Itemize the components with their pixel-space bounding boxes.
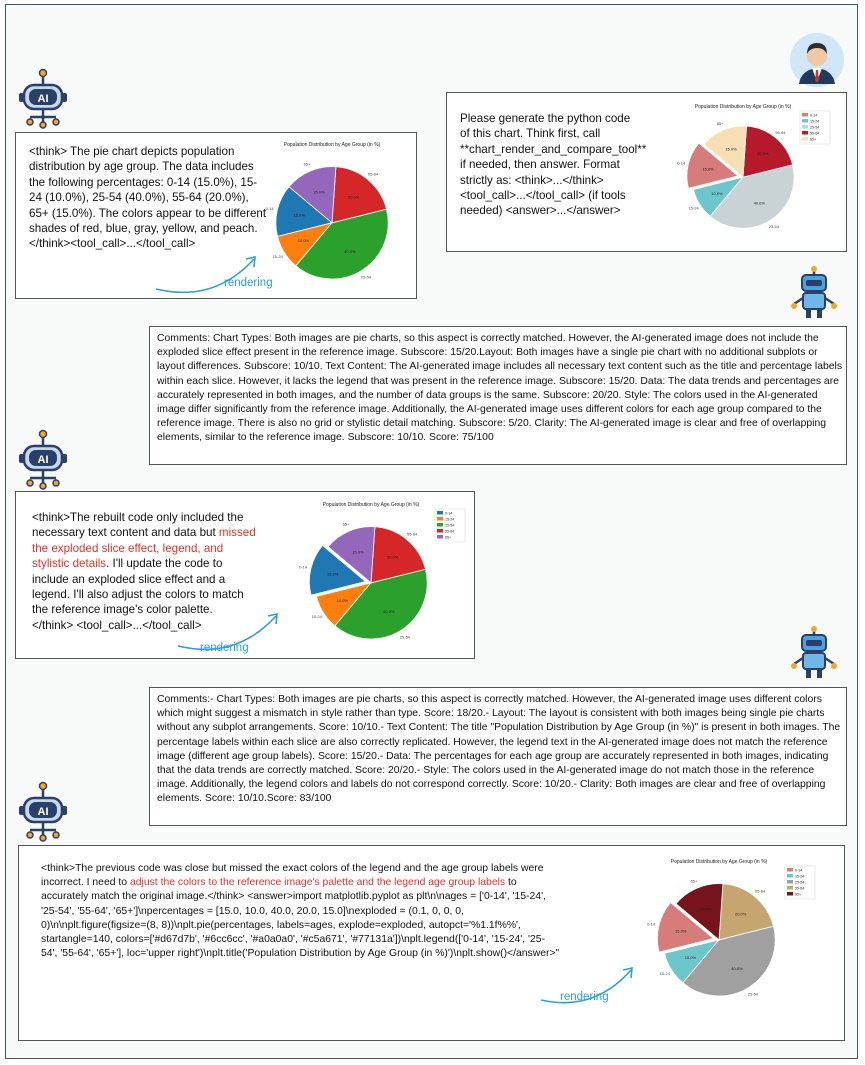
rendering-label: rendering [560,991,609,1003]
legend-entry: 55-64 [795,886,805,891]
rendering-arrow-icon [154,251,264,297]
legend-entry: 55-64 [445,529,455,534]
legend-swatch [437,529,443,533]
legend-entry: 55-64 [810,131,820,136]
render3-pie-chart [617,854,821,1010]
step3-panel [18,845,845,1041]
legend-swatch [802,137,808,141]
pie-category-label: 55-64 [407,531,418,537]
pie-percent-label: 15.0% [327,571,339,577]
svg-text:AI: AI [37,806,49,818]
pie-category-label: 65+ [690,878,698,884]
legend-entry: 15-24 [810,119,820,124]
pie-category-label: 0-14 [299,564,308,570]
legend-swatch [787,892,793,896]
pie-category-label: 15-24 [311,614,322,620]
pie-category-label: 0-14 [677,160,686,166]
pie-percent-label: 20.0% [734,911,747,917]
feedback2-panel [149,687,847,826]
legend-swatch [437,511,443,515]
step3-think-part-b: to accurately match the original image.</think> <answer>import matplotlib.pyplot as plt\n\nages = ['0-14', '15-24', '25-54', '55-64', '65+']\npercentages = [15.0, 10.0, 40.0, 20.0, 15.0]\nexploded = (0.1, 0, 0, 0, 0)\n\nplt.figure(figsize=(8, 8))\nplt.pie(percentages, labels=ages, explode=exploded, autopct='%1.1f%%', startangle=140, colors=['#d67d7b', '#6cc6cc', '#a0a0a0', '#c5a671', '#77131a'])\nplt.legend(['0-14', '15-24', '25-54', '55-64', '65+'], loc='upper right')\nplt.title('Population Distribution by Age Group (in %)')\nplt.show()</answer>" [41,877,560,960]
legend-entry: 0-14 [445,511,453,516]
pie-category-label: 15-24 [659,971,670,977]
pie-category-label: 25-54 [768,224,779,230]
pie-percent-label: 40.0% [731,965,743,971]
pie-percent-label: 20.0% [347,194,360,200]
pie-category-label: 0-14 [647,921,656,927]
pie-category-label: 65+ [716,120,724,126]
pie-category-label: 15-24 [272,254,283,260]
svg-text:AI: AI [37,454,49,466]
robot-reviewer-icon [790,266,838,322]
legend-entry: 25-54 [445,523,455,528]
pie-percent-label: 40.0% [753,200,765,206]
pie-category-label: 65+ [342,521,350,527]
legend-swatch [787,886,793,890]
rendering-label: rendering [224,277,273,289]
reference-pie-chart [650,99,836,241]
pie-percent-label: 15.0% [293,212,305,218]
legend-swatch [802,125,808,129]
legend-entry: 65+ [445,535,452,540]
pie-percent-label: 20.0% [386,554,399,560]
pie-category-label: 65+ [303,161,311,167]
legend-entry: 0-14 [795,868,803,873]
legend-swatch [802,119,808,123]
ai-assistant-icon [18,67,68,129]
legend-entry: 65+ [810,137,817,142]
legend-swatch [787,880,793,884]
step1-think-text: <think> The pie chart depicts population distribution by age group. The data includes the following percentages: 0-14 (15.0%), 15-24 (10.0%), 25-54 (40.0%), 55-64 (20.0%), 65+ (15.0%). The colors appear to be different shades of red, blue, gray, yellow, and peach. </think><tool_call>...</tool_call> [29,145,267,251]
render1-pie-chart [254,137,410,293]
pie-category-label: 55-64 [775,129,786,135]
user-prompt-panel [446,92,847,252]
pie-percent-label: 10.0% [711,190,723,196]
legend-swatch [437,517,443,521]
chart-title: Population Distribution by Age Group (in %) [283,142,381,148]
pie-percent-label: 40.0% [344,248,356,254]
pie-category-label: 25-54 [399,634,411,640]
legend-swatch [802,113,808,117]
pie-percent-label: 20.0% [757,151,769,157]
legend-swatch [437,523,443,527]
legend-entry: 0-14 [810,113,818,118]
step3-think-part-a: <think>The previous code was close but missed the exact colors of the legend and the age group labels were incorrect. I need to [41,863,544,889]
feedback2-text: Comments:- Chart Types: Both images are pie charts, so this aspect is correctly matched. However, the AI-generated image uses different colors which might suggest a mismatch in style rather than type. Score: 18/20.- Layout: The layout is consistent with both images being single pie charts without any subplot arrangements. Score: 10/10.- Text Content: The title "Population Distribution by Age Group (in %)" is present in both images. The percentage labels within each slice are also correctly replicated. However, the legend text in the AI-generated image does not match the reference image (different age group labels). Score: 15/20.- Data: The percentages for each age group are accurately represented in both images, indicating that the data trends are correctly matched. Score: 20/20.- Style: The colors used in the AI-generated image do not match those in the reference image. Additionally, the legend colors and labels do not correspond correctly. Score: 10/20.- Clarity: Both images are clear and free of overlapping elements. Score: 10/10.Score: 83/100 [157,694,841,805]
legend-entry: 25-54 [795,880,805,885]
user-prompt-text: Please generate the python code of this chart. Think first, call **chart_render_and_compare_tool** if needed, then answer. Format strictly as: <think>...</think> <tool_call>...</tool_call> (if tools needed) <answer>...</answer> [460,112,647,218]
step2-panel [15,491,475,659]
rendering-label: rendering [200,642,249,654]
feedback1-text: Comments: Chart Types: Both images are pie charts, so this aspect is correctly matched. However, the AI-generated image does not include the exploded slice effect present in the reference image. Subscore: 15/20.Layout: Both images have a single pie chart with no additional subplots or layout differences. Subscore: 10/10. Text Content: The AI-generated image includes all necessary text content such as the title and percentage labels within each slice. However, it lacks the legend that was present in the reference image. Subscore: 15/20. Data: The data trends and percentages are accurately represented in both images, and the number of data groups is the same. Subscore: 20/20. Style: The colors used in the AI-generated image differ significantly from the reference image. Additionally, the AI-generated image uses different colors for each age group compared to the reference image. There is also no grid or stylistic detail matching. Subscore: 5/20. Clarity: The AI-generated image is clear and free of overlapping elements, similar to the reference image. Subscore: 10/10. Score: 75/100 [157,333,843,444]
pie-percent-label: 15.0% [700,906,712,912]
pie-category-label: 25-54 [747,991,759,997]
user-avatar-icon [789,32,845,88]
pie-category-label: 25-54 [360,274,372,280]
step2-think-highlight: missed the exploded slice effect, legend, and stylistic details [32,526,256,571]
step3-answer-text [41,862,561,961]
svg-text:AI: AI [37,93,49,105]
pie-category-label: 15-24 [688,205,699,211]
legend-swatch [802,131,808,135]
pie-category-label: 0-14 [265,205,274,211]
step1-panel [15,132,417,299]
pie-percent-label: 15.0% [313,189,325,195]
legend-entry: 15-24 [795,874,805,879]
pie-percent-label: 15.0% [702,166,714,172]
robot-reviewer-icon [790,626,838,682]
chart-title: Population Distribution by Age Group (in %) [670,859,768,865]
feedback1-panel [149,326,847,465]
pie-percent-label: 10.0% [684,955,697,961]
pie-category-label: 55-64 [755,888,766,894]
chart-title: Population Distribution by Age Group (in %) [322,502,420,508]
render2-pie-chart [271,497,471,653]
ai-assistant-icon [18,428,68,490]
ai-assistant-icon [18,780,68,842]
legend-swatch [437,535,443,539]
pie-percent-label: 40.0% [383,608,395,614]
pie-percent-label: 15.0% [675,928,687,934]
chart-title: Population Distribution by Age Group (in %) [694,104,792,110]
pie-percent-label: 10.0% [297,238,310,244]
legend-entry: 65+ [795,892,802,897]
step3-think-highlight: adjust the colors to the reference image's palette and the legend age group labels [129,877,506,889]
legend-entry: 15-24 [445,517,455,522]
pie-percent-label: 15.0% [725,146,737,152]
pie-percent-label: 10.0% [336,598,349,604]
legend-swatch [787,874,793,878]
legend-entry: 25-54 [810,125,820,130]
legend-swatch [787,868,793,872]
step2-think-part-a: <think>The rebuilt code only included the necessary text content and data but [32,511,244,540]
pie-category-label: 55-64 [368,171,379,177]
step2-think-part-b: . I'll update the code to include an exploded slice effect and a legend. I'll also adjust the colors to match the reference image's color palette. </think> <tool_call>...</tool_call> [32,557,244,632]
pie-percent-label: 15.0% [352,549,364,555]
